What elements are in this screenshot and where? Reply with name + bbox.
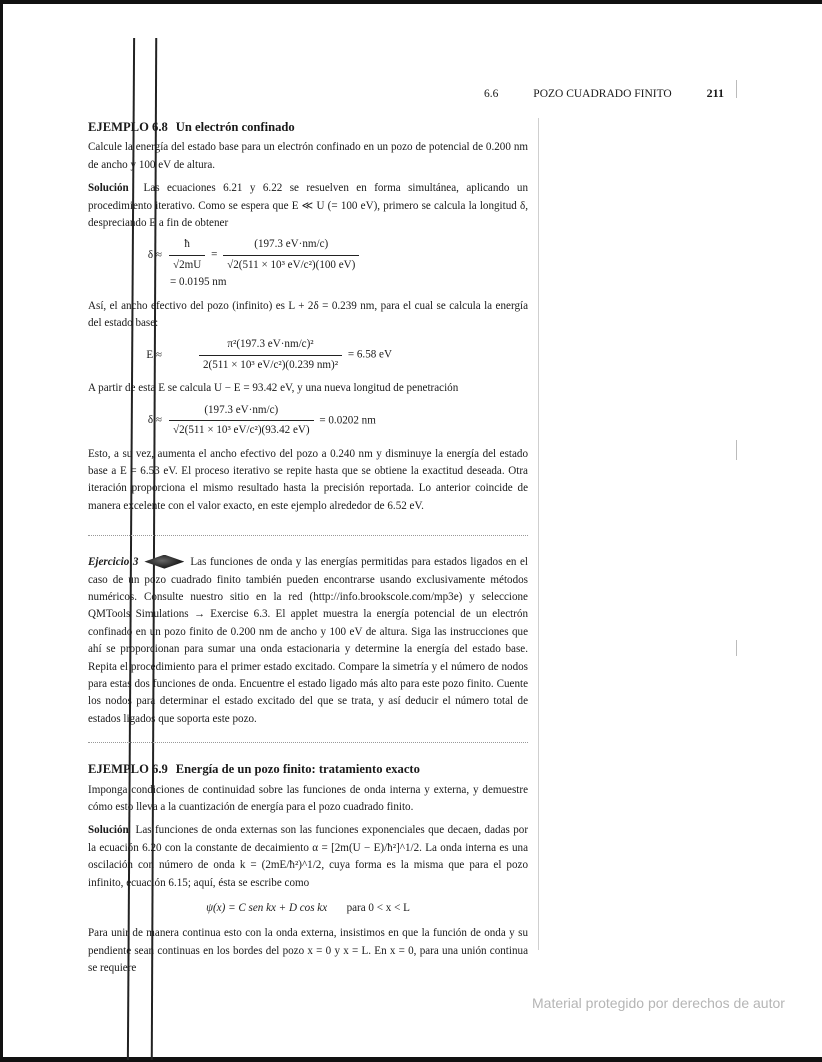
fraction [169,236,205,274]
solution-paragraph [88,822,528,892]
margin-rule [538,118,539,950]
exercise-text: Las funciones de onda y las energías permitidas para estados ligados en el caso de un pozo cuadrado finito también pueden encontrarse usando exclusivamente métodos numéricos. Consulte nuestro sitio en la red (http://info.brookscole.com/mp3e) y seleccione QMTools Simulations → Exercise 6.3. El applet muestra la energía potencial de un electrón confinado en un pozo finito de 0.200 nm de ancho y 100 eV de altura. Siga las instrucciones que ahí se proporcionan para sumar una onda estacionaria y determine la energía del estado base. Repita el procedimiento para el primer estado excitado. Compare la simetría y el número de nodos para estas dos funciones de onda. Encuentre el estado ligado más alto para este pozo finito. Cuente los nodos para determinar el estado excitado del que se trata, y así deducir el número total de estados ligados que soporta este pozo. [88,556,528,725]
equation-lhs: E ≈ [146,348,162,361]
equation-delta [88,236,528,291]
equation-result: = 6.58 eV [347,348,392,361]
scan-border-bottom [0,1057,822,1062]
example-statement: Imponga condiciones de continuidad sobre las funciones de onda interna y externa, y demuestre cómo esto lleva a la cuantización de energía para el pozo cuadrado finito. [88,783,528,813]
cd-disc-icon [144,555,184,569]
solution-intro: Las ecuaciones 6.21 y 6.22 se resuelven en forma simultánea, aplicando un procedimiento iterativo. Como se espera que E ≪ U (= 100 eV), primero se calcula la longitud δ, despreciando E a fin de obtener [88,182,528,230]
page-edge-mark [736,640,737,656]
solution-paragraph [88,180,528,232]
page-edge-mark [736,80,737,98]
numerator: (197.3 eV·nm/c) [223,236,359,255]
equation-energy [88,336,528,374]
scan-border-top [0,0,822,4]
example-label: EJEMPLO 6.8 [88,120,168,134]
exercise-paragraph [88,554,528,728]
paragraph: Esto, a su vez, aumenta el ancho efectivo del pozo a 0.240 nm y disminuye la energía del estado base a E = 6.53 eV. El proceso iterativo se repite hasta que se obtiene la exactitud deseada. Otra iteración proporciona el mismo resultado hasta la precisión reportada. Lo anterior coincide de manera excelente con el valor exacto, en este ejemplo alrededor de 6.52 eV. [88,447,528,512]
equation-result: = 0.0195 nm [170,276,227,289]
numerator: ħ [169,236,205,255]
section-title: POZO CUADRADO FINITO [533,88,672,100]
example-statement: Calcule la energía del estado base para un electrón confinado en un pozo de potencial de 0.200 nm de ancho y 100 eV de altura. [88,141,528,171]
scan-border-left [0,0,3,1062]
exercise-label: Ejercicio 3 [88,556,139,569]
numerator: (197.3 eV·nm/c) [169,402,314,421]
page-body [88,117,528,978]
denominator: 2(511 × 10³ eV/c²)(0.239 nm)² [203,358,339,371]
fraction [169,402,314,440]
section-divider [88,535,528,536]
equation-body: ψ(x) = C sen kx + D cos kx [206,902,328,915]
numerator: π²(197.3 eV·nm/c)² [199,336,342,355]
example-title: Un electrón confinado [175,120,295,134]
solution-text: Las funciones de onda externas son las funciones exponenciales que decaen, dadas por la ecuación 6.20 con la constante de decaimiento α = [2m(U − E)/ħ²]^1/2. La onda interna es una oscilación con número de onda k = (2mE/ħ²)^1/2, cuya forma es la misma que para el pozo infinito, ecuación 6.15; aquí, ésta se escribe como [88,824,529,889]
section-number: 6.6 [484,88,499,100]
example-label: EJEMPLO 6.9 [88,762,168,777]
equation-lhs: δ ≈ [147,413,162,426]
equation-rhs [166,336,528,374]
equation-lhs: δ ≈ [147,248,162,261]
denominator: √2mU [173,258,202,271]
denominator: √2(511 × 10³ eV/c²)(100 eV) [227,258,356,271]
example-6-8-heading [88,119,528,136]
equation-condition: para 0 < x < L [346,902,410,915]
solution-label: Solución [88,824,129,837]
paragraph: Para unir de manera continua esto con la onda externa, insistimos en que la función de onda y su pendiente sean continuas en los bordes del pozo x = 0 y x = L. En x = 0, para una unión continua se requiere [88,927,528,975]
equation-rhs [166,236,528,274]
fraction [199,336,342,374]
paragraph: A partir de esta E se calcula U − E = 93.42 eV, y una nueva longitud de penetración [88,382,459,395]
equation-rhs [166,402,528,440]
equation-result: = 0.0202 nm [319,414,376,427]
page-edge-mark [736,440,737,460]
equation-wavefunction [88,900,528,917]
copyright-watermark: Material protegido por derechos de autor [532,995,785,1011]
section-divider [88,742,528,743]
example-6-9-heading [88,761,528,778]
example-title: Energía de un pozo finito: tratamiento exacto [175,762,420,777]
paragraph: Así, el ancho efectivo del pozo (infinito) es L + 2δ = 0.239 nm, para el cual se calcula la energía del estado base: [88,299,528,330]
denominator: √2(511 × 10³ eV/c²)(93.42 eV) [173,424,310,437]
running-header [484,86,724,101]
fraction [223,236,359,274]
page-number: 211 [706,86,724,100]
solution-label: Solución [88,182,129,195]
equals-sign: = [211,248,218,261]
equation-delta-new [88,402,528,440]
